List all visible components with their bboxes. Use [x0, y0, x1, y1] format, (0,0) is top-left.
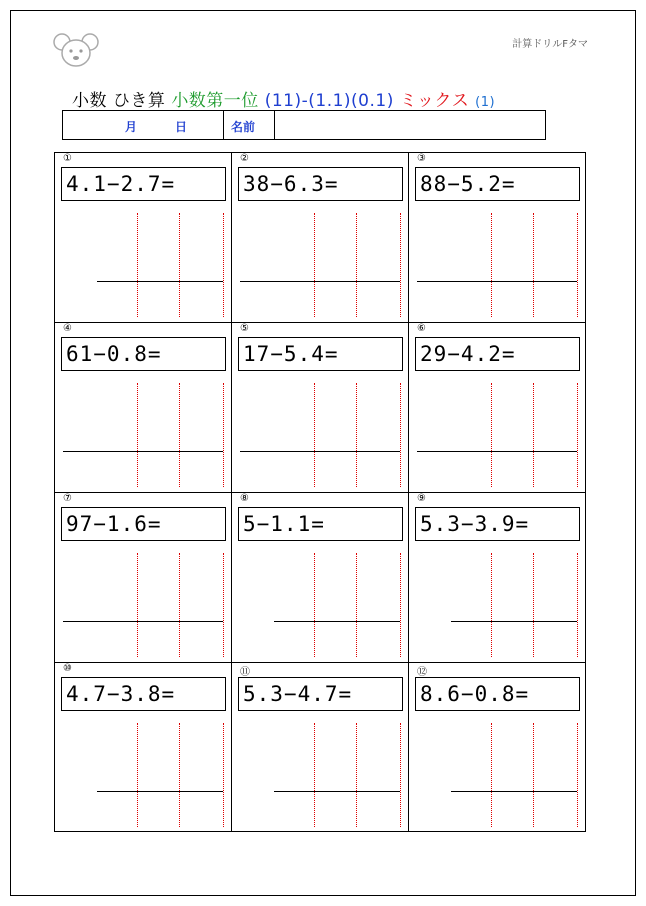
guide-line: [314, 213, 315, 317]
guide-line: [356, 383, 357, 487]
guide-line: [533, 723, 534, 827]
guide-line: [491, 553, 492, 657]
problem-number: ⑥: [417, 323, 426, 334]
answer-line[interactable]: [451, 791, 577, 792]
answer-line[interactable]: [451, 621, 577, 622]
guide-line: [577, 553, 578, 657]
guide-line: [179, 383, 180, 487]
problem-number: ⑪: [240, 667, 250, 678]
problem-expression: 4.7−3.8=: [61, 677, 226, 711]
problem-number: ⑨: [417, 493, 426, 504]
guide-line: [533, 213, 534, 317]
title-part: (11)-(1.1)(0.1): [264, 91, 400, 111]
guide-line: [400, 383, 401, 487]
guide-line: [577, 723, 578, 827]
problem-expression: 5−1.1=: [238, 507, 403, 541]
brand-label: 計算ドリルFタマ: [512, 39, 588, 50]
guide-line: [400, 553, 401, 657]
problem-number: ⑫: [417, 667, 427, 678]
problem-expression: 17−5.4=: [238, 337, 403, 371]
problem-expression: 4.1−2.7=: [61, 167, 226, 201]
problem-number: ⑤: [240, 323, 249, 334]
problem-cell: [55, 323, 232, 493]
guide-line: [223, 383, 224, 487]
guide-line: [137, 383, 138, 487]
guide-line: [356, 723, 357, 827]
guide-line: [491, 723, 492, 827]
name-field[interactable]: [276, 111, 544, 139]
problem-expression: 61−0.8=: [61, 337, 226, 371]
problem-expression: 97−1.6=: [61, 507, 226, 541]
problem-expression: 29−4.2=: [415, 337, 580, 371]
answer-line[interactable]: [97, 281, 223, 282]
divider: [274, 111, 275, 139]
answer-line[interactable]: [63, 621, 223, 622]
guide-line: [179, 213, 180, 317]
answer-line[interactable]: [417, 281, 577, 282]
problem-number: ⑩: [63, 663, 72, 674]
problem-cell: [409, 323, 585, 493]
answer-line[interactable]: [240, 281, 400, 282]
answer-line[interactable]: [274, 621, 400, 622]
answer-line[interactable]: [97, 791, 223, 792]
problem-expression: 8.6−0.8=: [415, 677, 580, 711]
guide-line: [577, 213, 578, 317]
name-date-box: [62, 110, 546, 140]
problem-number: ④: [63, 323, 72, 334]
guide-line: [179, 723, 180, 827]
title-part: ミックス: [399, 91, 470, 111]
guide-line: [400, 723, 401, 827]
problem-expression: 5.3−4.7=: [238, 677, 403, 711]
problem-cell: [232, 663, 409, 831]
day-label: 日: [175, 120, 188, 134]
guide-line: [314, 723, 315, 827]
guide-line: [314, 383, 315, 487]
problem-cell: [232, 153, 409, 323]
guide-line: [223, 553, 224, 657]
problem-cell: [409, 663, 585, 831]
guide-line: [179, 553, 180, 657]
guide-line: [533, 553, 534, 657]
problem-cell: [232, 493, 409, 663]
guide-line: [137, 723, 138, 827]
guide-line: [533, 383, 534, 487]
problem-expression: 5.3−3.9=: [415, 507, 580, 541]
problem-number: ③: [417, 153, 426, 164]
guide-line: [314, 553, 315, 657]
guide-line: [137, 553, 138, 657]
guide-line: [223, 723, 224, 827]
problem-number: ⑧: [240, 493, 249, 504]
month-label: 月: [125, 120, 138, 134]
guide-line: [223, 213, 224, 317]
problem-expression: 88−5.2=: [415, 167, 580, 201]
guide-line: [491, 383, 492, 487]
problem-expression: 38−6.3=: [238, 167, 403, 201]
problem-cell: [55, 153, 232, 323]
title-part: (1): [475, 95, 496, 110]
problem-cell: [55, 663, 232, 831]
problem-cell: [232, 323, 409, 493]
guide-line: [491, 213, 492, 317]
problem-cell: [55, 493, 232, 663]
answer-line[interactable]: [240, 451, 400, 452]
guide-line: [137, 213, 138, 317]
guide-line: [356, 553, 357, 657]
divider: [223, 111, 224, 139]
problem-number: ①: [63, 153, 72, 164]
guide-line: [577, 383, 578, 487]
answer-line[interactable]: [63, 451, 223, 452]
problem-number: ⑦: [63, 493, 72, 504]
problem-cell: [409, 493, 585, 663]
guide-line: [400, 213, 401, 317]
title-part: 小数 ひき算: [72, 91, 172, 111]
problem-grid: [54, 152, 586, 832]
answer-line[interactable]: [417, 451, 577, 452]
worksheet-title: [72, 86, 495, 111]
guide-line: [356, 213, 357, 317]
problem-cell: [409, 153, 585, 323]
name-label: 名前: [231, 120, 256, 134]
title-part: 小数第一位: [171, 91, 265, 111]
problem-number: ②: [240, 153, 249, 164]
answer-line[interactable]: [274, 791, 400, 792]
mouse-logo-icon: [52, 30, 100, 70]
